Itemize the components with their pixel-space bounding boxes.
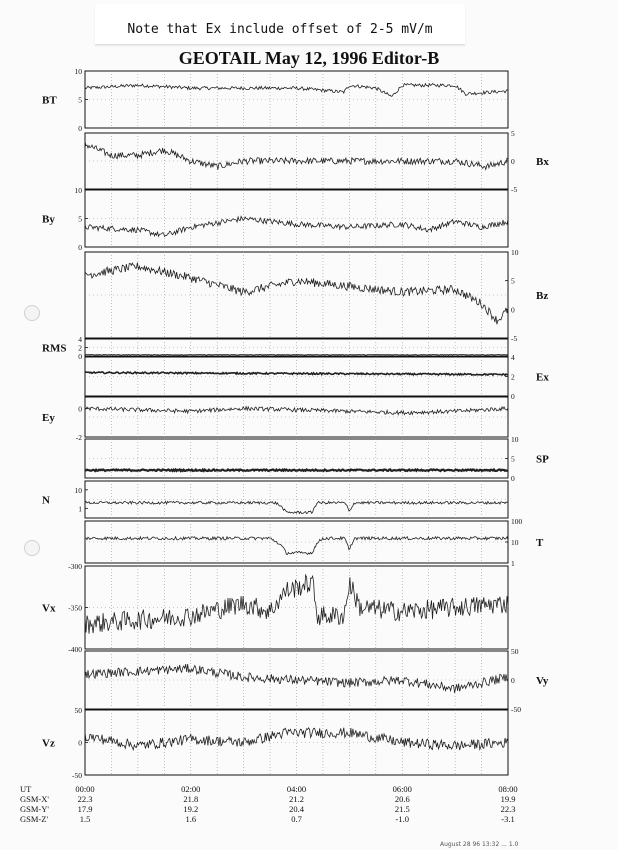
tick-label-ey: 0	[78, 404, 82, 414]
panel-label-rms: RMS	[42, 342, 67, 355]
panel-label-bz: Bz	[536, 290, 549, 302]
footer-value: 21.2	[289, 794, 304, 804]
tick-label-vz: -50	[72, 771, 82, 780]
footer-value: 02:00	[181, 784, 201, 794]
footer-stamp: August 28 96 13:32 ... 1.0	[440, 841, 519, 848]
panel-label-vx: Vx	[42, 602, 56, 615]
panel-label-vy: Vy	[536, 675, 549, 687]
panel-label-vz: Vz	[42, 737, 55, 750]
footer-label-gsm-x: GSM-X'	[20, 794, 49, 804]
footer-value: 04:00	[286, 784, 307, 794]
tick-label-t: 1	[511, 559, 515, 568]
footer-value: -1.0	[395, 814, 409, 824]
tick-label-vx: -300	[68, 562, 82, 571]
footer-value: 17.9	[77, 804, 93, 814]
series-line-rms	[85, 354, 508, 355]
tick-label-rms: 4	[78, 335, 82, 344]
tick-label-bz: -5	[511, 334, 518, 343]
tick-label-ey: -2	[75, 433, 82, 442]
tick-label-by: 5	[78, 214, 82, 224]
tick-label-vy: -50	[511, 705, 521, 714]
footer-value: 21.5	[394, 804, 410, 814]
tick-label-vz: 0	[78, 738, 82, 748]
tick-label-t: 100	[511, 517, 523, 526]
footer-value: 1.6	[185, 814, 197, 824]
tick-label-bt: 0	[78, 124, 82, 133]
footer-value: 22.3	[500, 804, 516, 814]
tick-label-vy: 50	[511, 647, 519, 656]
tick-label-ex: 2	[511, 372, 515, 382]
offset-note: Note that Ex include offset of 2-5 mV/m	[95, 4, 465, 45]
panel-label-t: T	[536, 537, 544, 549]
tick-label-bt: 10	[74, 67, 82, 76]
footer-value: 0.7	[291, 814, 302, 824]
tick-label-by: 10	[74, 186, 82, 195]
footer-label-gsm-z: GSM-Z'	[20, 814, 48, 824]
panel-label-sp: SP	[536, 453, 549, 466]
tick-label-bz: 5	[511, 276, 515, 286]
footer-value: 00:00	[75, 784, 95, 794]
tick-label-vx: -350	[68, 603, 82, 613]
tick-label-vy: 0	[511, 676, 515, 685]
tick-label-sp: 10	[511, 435, 519, 444]
footer-value: 20.6	[394, 794, 410, 804]
series-line-sp	[85, 469, 508, 471]
footer-value: 08:00	[498, 784, 518, 794]
panel-frame-vy	[85, 651, 508, 709]
tick-label-ex: 4	[511, 353, 515, 362]
footer-label-gsm-y: GSM-Y'	[20, 804, 49, 814]
panel-label-ey: Ey	[42, 412, 55, 424]
footer-value: 19.2	[183, 804, 199, 814]
tick-label-n: 1	[78, 504, 82, 514]
series-line-vx	[85, 575, 508, 634]
series-line-ey	[85, 407, 508, 415]
footer-value: 19.9	[500, 794, 516, 804]
footer-value: 1.5	[79, 814, 91, 824]
panel-label-by: By	[42, 213, 55, 226]
footer-label-ut: UT	[20, 784, 32, 794]
tick-label-bx: 5	[511, 129, 515, 138]
footer-value: -3.1	[501, 814, 515, 824]
footer-value: 20.4	[289, 804, 304, 814]
tick-label-bx: -5	[511, 185, 518, 194]
panel-label-bx: Bx	[536, 156, 549, 168]
tick-label-t: 10	[511, 538, 519, 547]
tick-label-bx: 0	[511, 157, 515, 166]
tick-label-ex: 0	[511, 392, 515, 401]
tick-label-n: 10	[74, 485, 82, 495]
panel-frame-rms	[85, 339, 508, 356]
page-title: GEOTAIL May 12, 1996 Editor-B	[178, 48, 440, 68]
tick-label-sp: 5	[511, 454, 515, 464]
tick-label-rms: 0	[78, 352, 82, 361]
tick-label-sp: 0	[511, 474, 515, 483]
series-line-by	[85, 216, 508, 236]
tick-label-bz: 0	[511, 305, 515, 315]
panel-label-n: N	[42, 494, 50, 507]
footer-value: 21.8	[183, 794, 199, 804]
tick-label-rms: 2	[78, 343, 82, 353]
tick-label-bz: 10	[511, 248, 519, 257]
footer-value: 22.3	[77, 794, 93, 804]
tick-label-vx: -400	[68, 645, 82, 654]
tick-label-vz: 50	[74, 706, 82, 715]
panel-label-ex: Ex	[536, 371, 549, 384]
panel-label-bt: BT	[42, 94, 57, 107]
tick-label-bt: 5	[78, 95, 82, 105]
footer-value: 06:00	[392, 784, 412, 794]
tick-label-by: 0	[78, 243, 82, 252]
